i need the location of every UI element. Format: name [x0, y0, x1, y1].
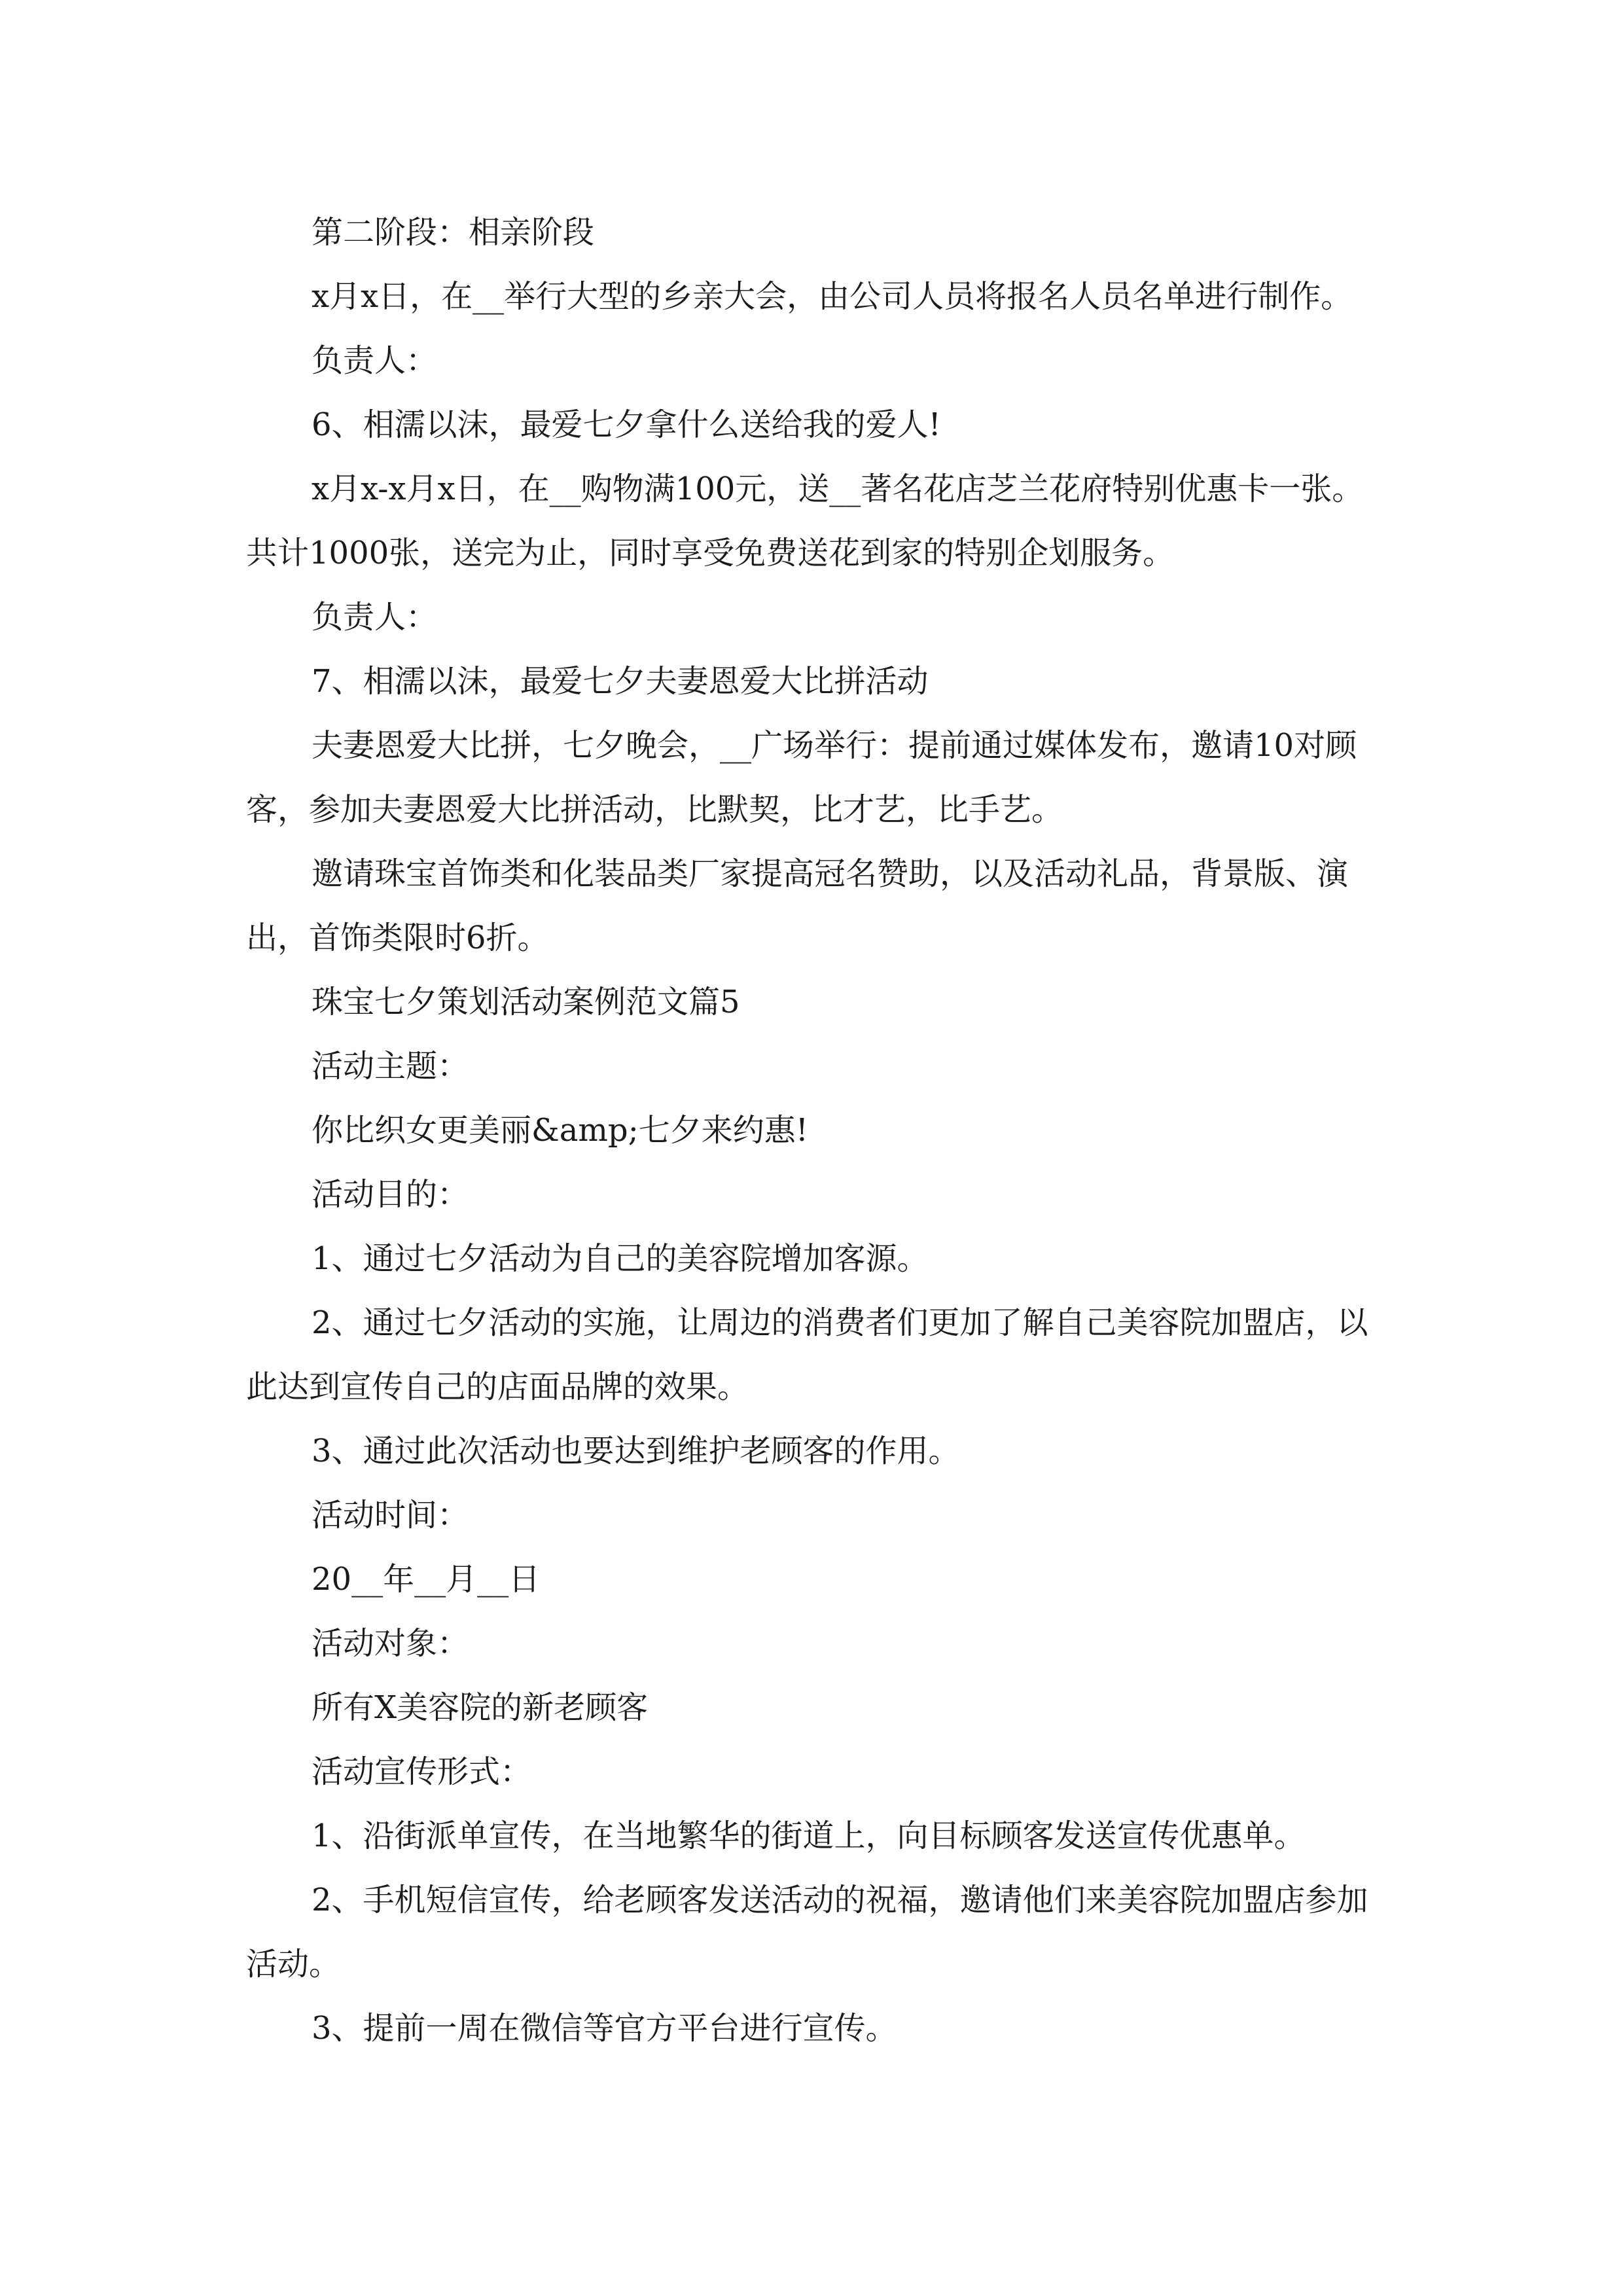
field-label: 活动主题：: [312, 1048, 469, 1085]
paragraph: x月x-x月x日，在__购物满100元，送__著名花店芝兰花府特别优惠卡一张。共计1000张，送完为止，同时享受免费送花到家的特别企划服务。: [246, 471, 1364, 571]
paragraph: 邀请珠宝首饰类和化装品类厂家提高冠名赞助，以及活动礼品，背景版、演出，首饰类限时6折。: [246, 855, 1349, 956]
list-item: 3、提前一周在微信等官方平台进行宣传。: [312, 2010, 897, 2047]
list-item: 3、通过此次活动也要达到维护老顾客的作用。: [312, 1433, 960, 1469]
person-in-charge-label: 负责人：: [312, 599, 438, 636]
field-label: 活动目的：: [312, 1176, 469, 1213]
field-label: 活动宣传形式：: [312, 1753, 532, 1790]
paragraph: x月x日，在__举行大型的乡亲大会，由公司人员将报名人员名单进行制作。: [312, 278, 1353, 315]
section-heading: 第二阶段：相亲阶段: [312, 214, 595, 251]
document-body: [246, 200, 1382, 2060]
paragraph: 你比织女更美丽&amp;七夕来约惠!: [312, 1112, 809, 1149]
field-label: 活动对象：: [312, 1625, 469, 1662]
list-item-heading: 7、相濡以沫，最爱七夕夫妻恩爱大比拼活动: [312, 663, 929, 700]
list-item: 1、沿街派单宣传，在当地繁华的街道上，向目标顾客发送宣传优惠单。: [312, 1818, 1306, 1854]
field-label: 活动时间：: [312, 1497, 469, 1534]
list-item: 1、通过七夕活动为自己的美容院增加客源。: [312, 1240, 929, 1277]
list-item: 2、通过七夕活动的实施，让周边的消费者们更加了解自己美容院加盟店，以此达到宣传自己的店面品牌的效果。: [246, 1304, 1368, 1405]
list-item: 2、手机短信宣传，给老顾客发送活动的祝福，邀请他们来美容院加盟店参加活动。: [246, 1882, 1368, 1982]
person-in-charge-label: 负责人：: [312, 342, 438, 379]
paragraph: 20__年__月__日: [312, 1561, 541, 1598]
article-title: 珠宝七夕策划活动案例范文篇5: [312, 984, 740, 1020]
list-item-heading: 6、相濡以沫，最爱七夕拿什么送给我的爱人!: [312, 406, 941, 443]
paragraph: 夫妻恩爱大比拼，七夕晚会，__广场举行：提前通过媒体发布，邀请10对顾客，参加夫妻恩爱大比拼活动，比默契，比才艺，比手艺。: [246, 727, 1357, 828]
paragraph: 所有X美容院的新老顾客: [312, 1689, 649, 1726]
